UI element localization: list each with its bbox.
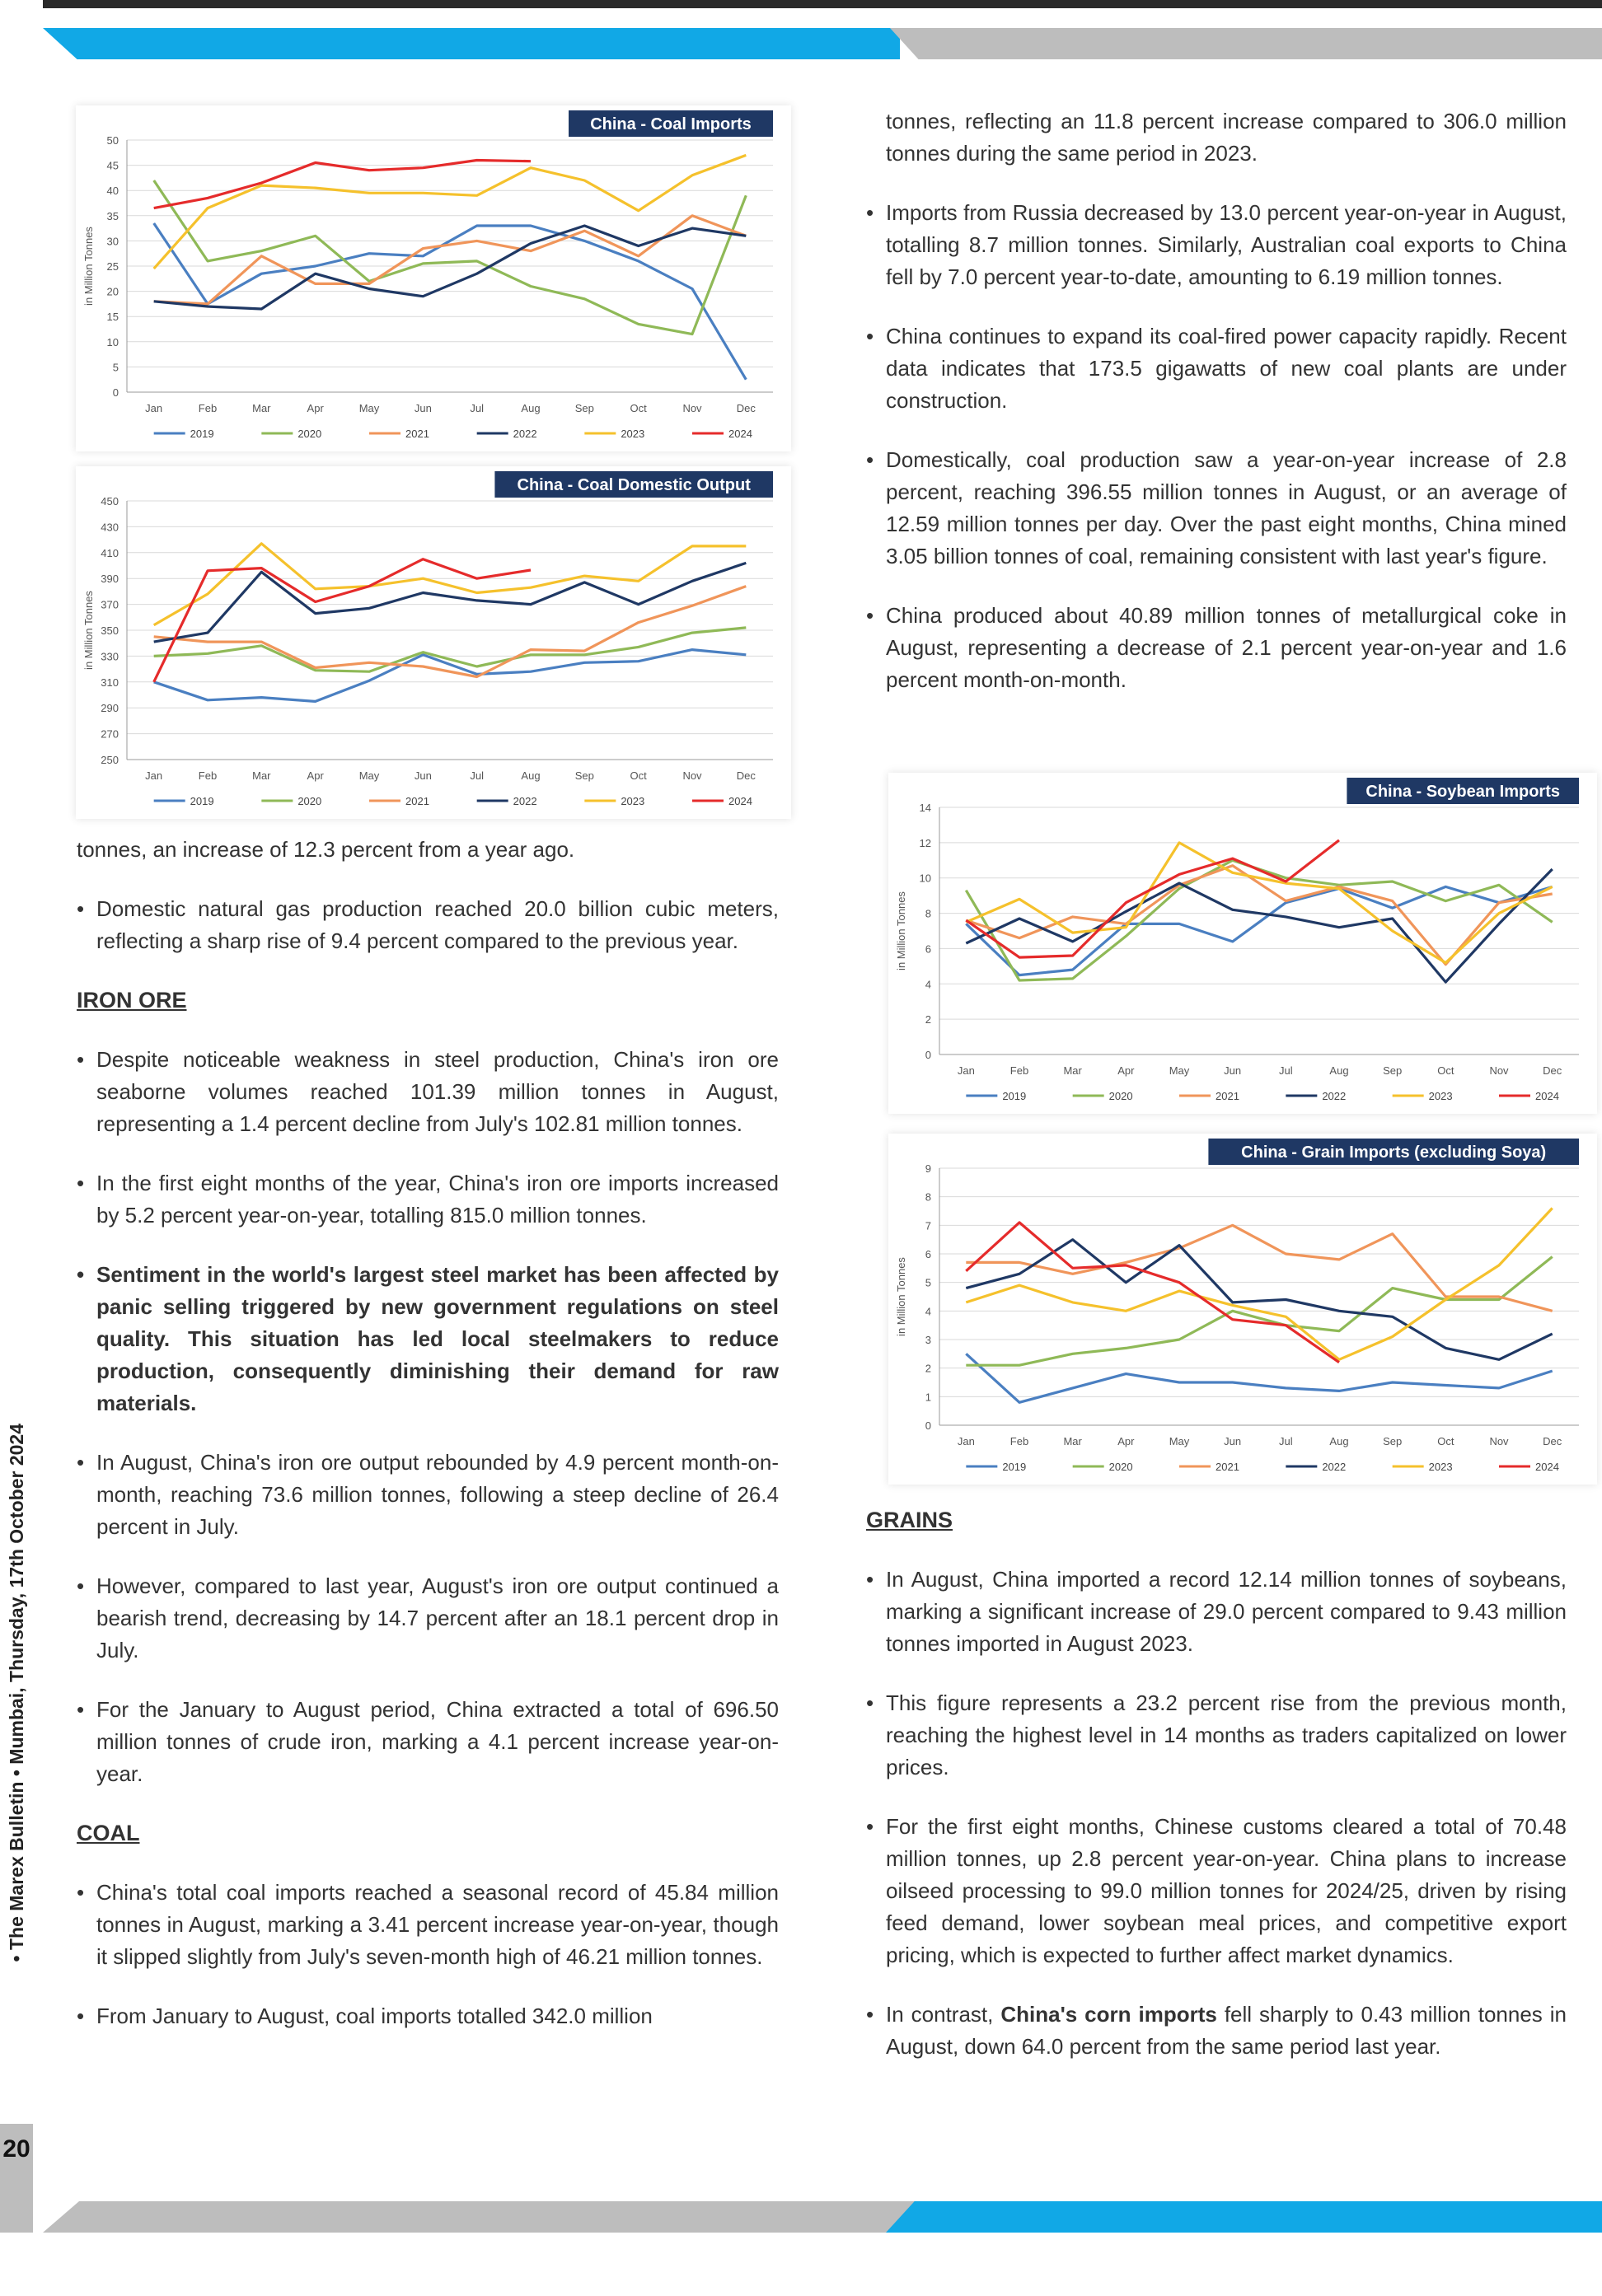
series-line-2024 [966, 1223, 1339, 1363]
x-tick-label: Jul [470, 402, 484, 414]
y-tick-label: 290 [101, 702, 119, 715]
legend-label: 2019 [1002, 1090, 1027, 1102]
bullet-customs: • For the first eight months, Chinese customs cleared a total of 70.48 million tonnes, up 2.8 percent year-on-year. China plans to increase oilseed processing to 99.0 million tonnes for 2024/25, driven by rising feed demand, lower soybean meal prices, and competitive export pricing, which is expected to further affect market dynamics. [866, 1811, 1567, 1971]
legend-label: 2020 [1108, 1090, 1133, 1102]
top-rule [43, 0, 1602, 8]
y-tick-label: 310 [101, 676, 119, 689]
legend-label: 2020 [297, 795, 322, 807]
left-column [77, 834, 779, 2060]
y-tick-label: 25 [106, 260, 119, 273]
x-tick-label: Jun [414, 402, 432, 414]
x-tick-label: Jun [1224, 1064, 1242, 1077]
x-tick-label: Dec [1543, 1435, 1562, 1447]
series-line-2023 [966, 1209, 1552, 1360]
x-tick-label: Apr [1117, 1435, 1135, 1447]
legend-label: 2024 [728, 428, 752, 440]
series-line-2021 [966, 866, 1552, 965]
legend-label: 2022 [1322, 1090, 1347, 1102]
y-axis-label: in Million Tonnes [895, 891, 907, 970]
legend-label: 2021 [405, 795, 429, 807]
x-tick-label: Dec [1543, 1064, 1562, 1077]
heading-grains: GRAINS [866, 1508, 953, 1532]
x-tick-label: Jan [957, 1064, 975, 1077]
y-tick-label: 35 [106, 209, 119, 222]
legend-label: 2022 [1322, 1461, 1347, 1473]
x-tick-label: Apr [307, 769, 324, 782]
y-tick-label: 30 [106, 235, 119, 248]
legend-label: 2021 [1216, 1461, 1239, 1473]
y-tick-label: 450 [101, 495, 119, 507]
bullet-gas: • Domestic natural gas production reached 20.0 billion cubic meters, reflecting a sharp rise of 9.4 percent compared to the previous year. [77, 893, 779, 957]
legend-label: 2023 [1428, 1461, 1453, 1473]
x-tick-label: Feb [198, 402, 218, 414]
x-tick-label: Feb [198, 769, 218, 782]
y-tick-label: 330 [101, 650, 119, 663]
chart-title: China - Coal Imports [590, 115, 752, 133]
chart-coal-imports-svg [76, 105, 791, 451]
x-tick-label: Jan [957, 1435, 975, 1447]
y-tick-label: 250 [101, 754, 119, 766]
series-line-2024 [154, 559, 531, 682]
x-tick-label: Aug [1329, 1435, 1349, 1447]
y-tick-label: 8 [925, 907, 931, 920]
series-line-2019 [154, 223, 747, 380]
y-tick-label: 6 [925, 1248, 931, 1260]
y-tick-label: 20 [106, 285, 119, 298]
y-tick-label: 350 [101, 624, 119, 637]
x-tick-label: Jan [145, 402, 163, 414]
chart-coal-imports [76, 105, 791, 451]
chart-soybean-imports [888, 773, 1597, 1114]
x-tick-label: Jun [414, 769, 432, 782]
y-tick-label: 40 [106, 185, 119, 198]
y-tick-label: 1 [925, 1391, 931, 1404]
x-tick-label: Jan [145, 769, 163, 782]
x-tick-label: Dec [736, 402, 756, 414]
chart-grain-imports [888, 1134, 1597, 1485]
y-tick-label: 12 [919, 836, 931, 849]
x-tick-label: Nov [1489, 1435, 1509, 1447]
chart-grain-imports-svg [888, 1134, 1597, 1485]
y-tick-label: 6 [925, 942, 931, 956]
x-tick-label: Aug [1329, 1064, 1349, 1077]
legend-label: 2022 [513, 428, 537, 440]
y-axis-label: in Million Tonnes [82, 591, 95, 670]
paragraph: tonnes, an increase of 12.3 percent from a year ago. [77, 837, 575, 862]
bullet-iron-seaborne: • Despite noticeable weakness in steel production, China's iron ore seaborne volumes reached 101.39 million tonnes in August, representing a 1.4 percent decline from July's 102.81 million tonnes. [77, 1044, 779, 1140]
bullet-corn [866, 1999, 1567, 2063]
x-tick-label: May [358, 769, 380, 782]
chart-soybean-imports-svg [888, 773, 1597, 1114]
x-tick-label: Mar [1063, 1435, 1082, 1447]
series-line-2022 [154, 226, 747, 309]
right-column-top [866, 105, 1567, 723]
bullet-steel-sentiment: • Sentiment in the world's largest steel market has been affected by panic selling triggered by new government regulations on steel quality. This situation has led local steelmakers to reduce production, consequently diminishing their demand for raw materials. [77, 1259, 779, 1419]
x-tick-label: Feb [1009, 1064, 1029, 1077]
legend-label: 2022 [513, 795, 537, 807]
legend-label: 2019 [190, 428, 214, 440]
paragraph: tonnes, reflecting an 11.8 percent increase compared to 306.0 million tonnes during the same period in 2023. [886, 109, 1567, 166]
x-tick-label: May [1169, 1435, 1190, 1447]
y-tick-label: 0 [112, 386, 119, 399]
y-tick-label: 10 [919, 872, 931, 885]
chart-title: China - Grain Imports (excluding Soya) [1241, 1143, 1547, 1162]
y-tick-label: 5 [925, 1276, 931, 1289]
page-number: 20 [0, 2124, 33, 2233]
x-tick-label: Mar [252, 769, 271, 782]
x-tick-label: Nov [682, 769, 702, 782]
legend-label: 2024 [728, 795, 752, 807]
chart-coal-domestic-output [76, 466, 791, 819]
series-line-2023 [154, 544, 747, 625]
x-tick-label: Feb [1009, 1435, 1029, 1447]
y-tick-label: 0 [925, 1049, 931, 1061]
bullet-russia: • Imports from Russia decreased by 13.0 percent year-on-year in August, totalling 8.7 million tonnes. Similarly, Australian coal exports to China fell by 7.0 percent year-to-date, amounting to 6.19 million tonnes. [866, 197, 1567, 293]
bullet-iron-imports: • In the first eight months of the year, China's iron ore imports increased by 5.2 percent year-on-year, totalling 815.0 million tonnes. [77, 1167, 779, 1232]
y-tick-label: 5 [112, 361, 119, 374]
x-tick-label: Apr [1117, 1064, 1135, 1077]
x-tick-label: Aug [521, 402, 541, 414]
heading-coal: COAL [77, 1821, 140, 1845]
legend-label: 2024 [1535, 1090, 1559, 1102]
legend-label: 2023 [1428, 1090, 1453, 1102]
y-tick-label: 9 [925, 1162, 931, 1175]
x-tick-label: Nov [1489, 1064, 1509, 1077]
y-tick-label: 15 [106, 311, 119, 324]
y-tick-label: 430 [101, 521, 119, 534]
corn-pre: In contrast, [886, 2002, 1001, 2027]
heading-iron-ore: IRON ORE [77, 988, 187, 1012]
x-tick-label: Sep [1383, 1435, 1403, 1447]
y-axis-label: in Million Tonnes [82, 227, 95, 306]
x-tick-label: May [1169, 1064, 1190, 1077]
right-column-bottom [866, 1504, 1567, 2090]
x-tick-label: Jul [1279, 1064, 1293, 1077]
x-tick-label: Jun [1224, 1435, 1242, 1447]
y-tick-label: 370 [101, 598, 119, 611]
y-tick-label: 45 [106, 159, 119, 172]
corn-bold: China's corn imports [1000, 2002, 1217, 2027]
y-tick-label: 4 [925, 1305, 931, 1318]
legend-label: 2020 [1108, 1461, 1133, 1473]
series-line-2019 [154, 650, 747, 702]
x-tick-label: Nov [682, 402, 702, 414]
x-tick-label: Apr [307, 402, 324, 414]
x-tick-label: Mar [1063, 1064, 1082, 1077]
x-tick-label: Sep [1383, 1064, 1403, 1077]
y-tick-label: 390 [101, 573, 119, 586]
y-tick-label: 4 [925, 978, 931, 991]
x-tick-label: Sep [574, 402, 594, 414]
y-tick-label: 8 [925, 1190, 931, 1204]
x-tick-label: Mar [252, 402, 271, 414]
legend-label: 2023 [621, 795, 645, 807]
y-tick-label: 3 [925, 1334, 931, 1346]
legend-label: 2021 [1216, 1090, 1239, 1102]
y-tick-label: 14 [919, 802, 931, 814]
chart-title: China - Coal Domestic Output [517, 476, 751, 494]
y-tick-label: 2 [925, 1362, 931, 1375]
y-tick-label: 410 [101, 546, 119, 559]
y-axis-label: in Million Tonnes [895, 1257, 907, 1336]
bullet-soybean-rise: • This figure represents a 23.2 percent rise from the previous month, reaching the highest level in 14 months as traders capitalized on lower prices. [866, 1687, 1567, 1784]
corn-post: fell sharply to 0.43 million tonnes in August, down 64.0 percent from the same period last year. [886, 2002, 1567, 2059]
chart-title: China - Soybean Imports [1365, 783, 1560, 801]
bullet-soybean-record: • In August, China imported a record 12.14 million tonnes of soybeans, marking a significant increase of 29.0 percent compared to 9.43 million tonnes imported in August 2023. [866, 1564, 1567, 1660]
series-line-2023 [154, 155, 747, 269]
footer-band-blue [886, 2201, 1602, 2233]
legend-label: 2021 [405, 428, 429, 440]
x-tick-label: Aug [521, 769, 541, 782]
bullet-coal-record: • China's total coal imports reached a seasonal record of 45.84 million tonnes in August, marking a 3.41 percent increase year-on-year, though it slipped slightly from July's seven-month high of 46.21 million tonnes. [77, 1877, 779, 1973]
bullet-coal-capacity: • China continues to expand its coal-fired power capacity rapidly. Recent data indicates that 173.5 gigawatts of new coal plants are under construction. [866, 320, 1567, 417]
series-line-2020 [154, 180, 747, 334]
bullet-coke: • China produced about 40.89 million tonnes of metallurgical coke in August, representing a decrease of 2.1 percent year-on-year and 1.6 percent month-on-month. [866, 600, 1567, 696]
bullet-coal-ytd: • From January to August, coal imports totalled 342.0 million [77, 2000, 779, 2032]
x-tick-label: Sep [574, 769, 594, 782]
x-tick-label: Oct [1437, 1435, 1454, 1447]
series-line-2021 [154, 216, 747, 304]
x-tick-label: Jul [470, 769, 484, 782]
x-tick-label: Oct [1437, 1064, 1454, 1077]
footer-band-grey [43, 2201, 949, 2233]
header-band-grey [890, 28, 1602, 59]
x-tick-label: Oct [630, 769, 647, 782]
y-tick-label: 2 [925, 1013, 931, 1026]
y-tick-label: 10 [106, 335, 119, 348]
header-band-blue [43, 28, 900, 59]
chart-coal-output-svg [76, 466, 791, 819]
legend-label: 2024 [1535, 1461, 1559, 1473]
y-tick-label: 7 [925, 1219, 931, 1232]
series-line-2024 [154, 161, 531, 208]
x-tick-label: Jul [1279, 1435, 1293, 1447]
legend-label: 2019 [190, 795, 214, 807]
x-tick-label: Oct [630, 402, 647, 414]
series-line-2023 [966, 843, 1552, 963]
y-tick-label: 270 [101, 727, 119, 741]
series-line-2019 [966, 1354, 1552, 1402]
bullet-crude-iron: • For the January to August period, China extracted a total of 696.50 million tonnes of crude iron, marking a 4.1 percent increase year-on-year. [77, 1694, 779, 1790]
x-tick-label: Dec [736, 769, 756, 782]
series-line-2021 [966, 1225, 1552, 1311]
legend-label: 2019 [1002, 1461, 1027, 1473]
x-tick-label: May [358, 402, 380, 414]
y-tick-label: 0 [925, 1419, 931, 1432]
bullet-iron-bearish: • However, compared to last year, August's iron ore output continued a bearish trend, decreasing by 14.7 percent after an 18.1 percent drop in July. [77, 1570, 779, 1667]
legend-label: 2020 [297, 428, 322, 440]
y-tick-label: 50 [106, 134, 119, 147]
running-title: • The Marex Bulletin • Mumbai, Thursday, 17th October 2024 [6, 1424, 27, 1962]
bullet-iron-output: • In August, China's iron ore output rebounded by 4.9 percent month-on-month, reaching 73.6 million tonnes, following a steep decline of 26.4 percent in July. [77, 1447, 779, 1543]
legend-label: 2023 [621, 428, 645, 440]
bullet-coal-domestic: • Domestically, coal production saw a year-on-year increase of 2.8 percent, reaching 396.55 million tonnes in August, or an average of 12.59 million tonnes per day. Over the past eight months, China mined 3.05 billion tonnes of coal, remaining consistent with last year's figure. [866, 444, 1567, 573]
